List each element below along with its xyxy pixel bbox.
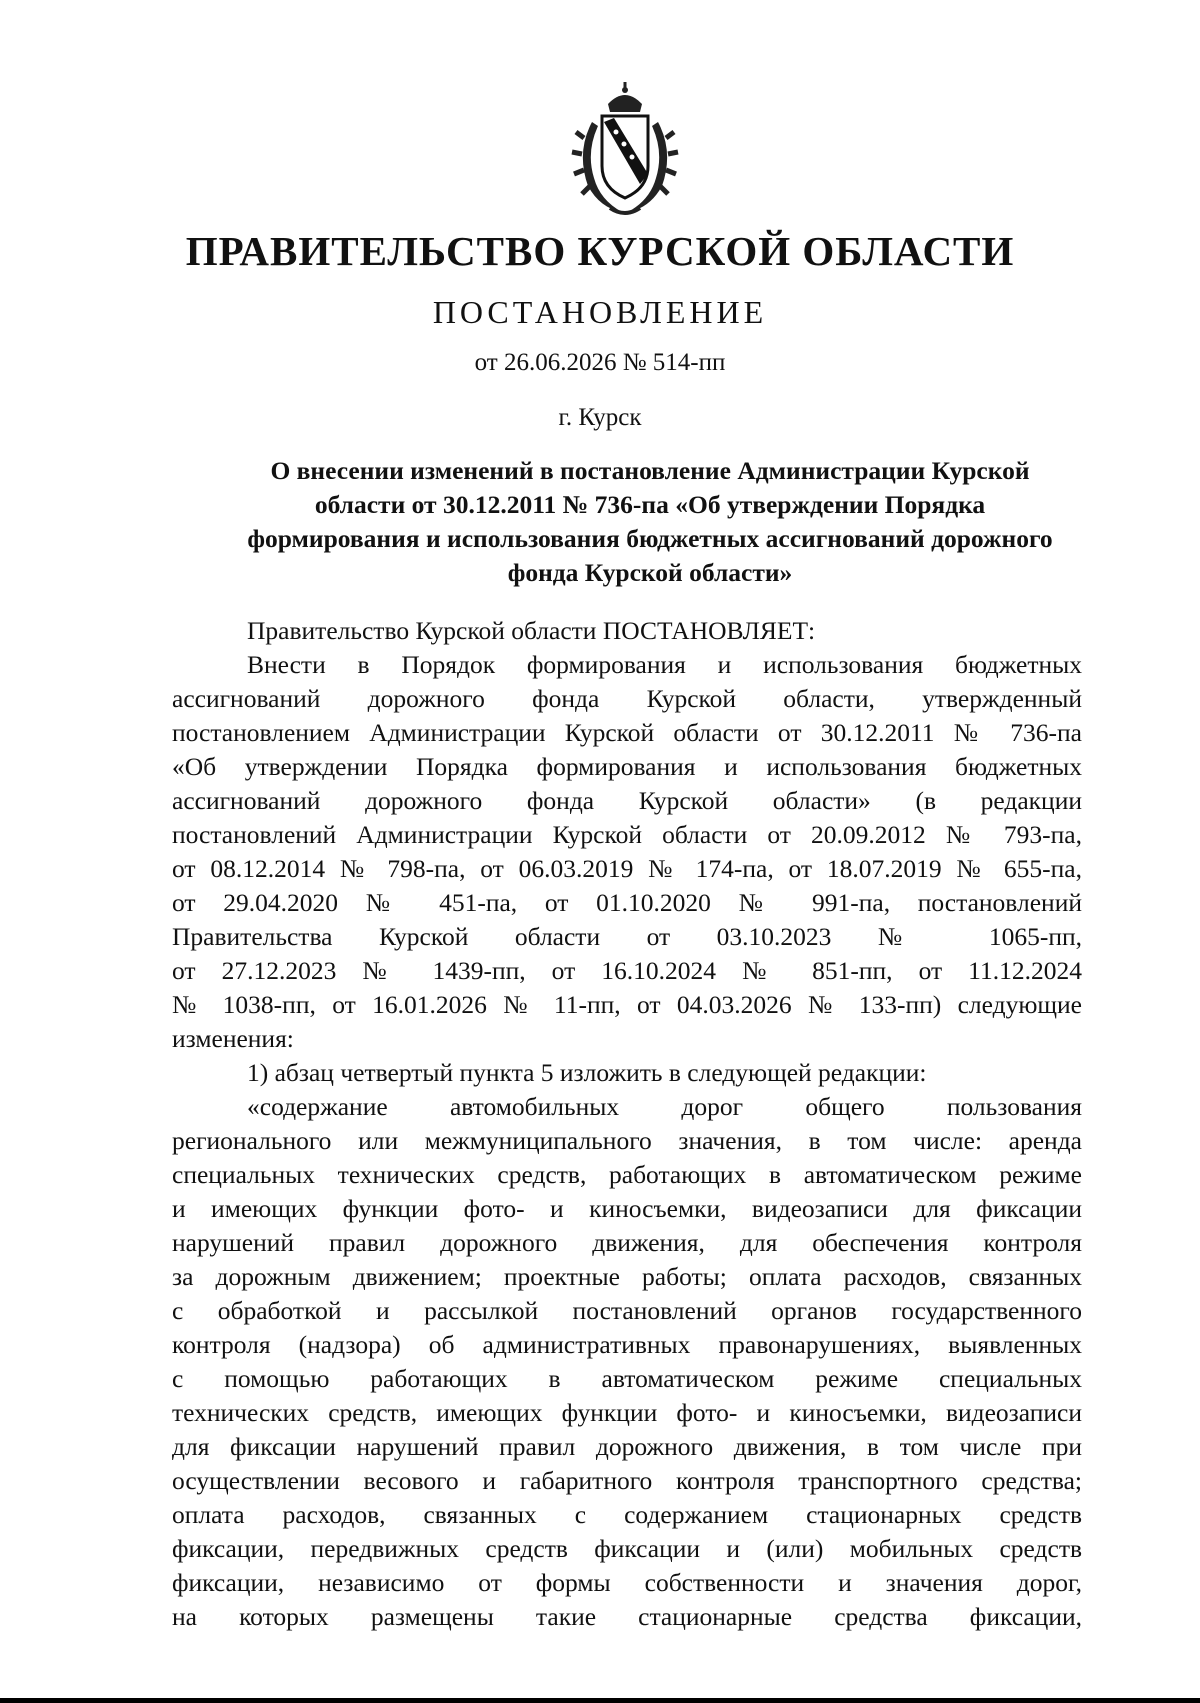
subject-line: формирования и использования бюджетных ассигнований дорожного <box>247 524 1053 553</box>
quote-line: и имеющих функции фото- и киносъемки, видеозаписи для фиксации <box>172 1194 1082 1223</box>
issue-city: г. Курск <box>558 404 642 431</box>
quote-line: на которых размещены такие стационарные средства фиксации, <box>172 1602 1082 1631</box>
body-line: от 29.04.2020 № 451-па, от 01.10.2020 № 991-па, постановлений <box>172 888 1082 917</box>
body-line: от 08.12.2014 № 798-па, от 06.03.2019 № 174-па, от 18.07.2019 № 655-па, <box>172 854 1082 883</box>
body-line: ассигнований дорожного фонда Курской области» (в редакции <box>172 786 1082 815</box>
body-line: постановлением Администрации Курской области от 30.12.2011 № 736-па <box>172 718 1082 747</box>
body-line: Правительства Курской области от 03.10.2023 № 1065-пп, <box>172 922 1082 951</box>
body-line: постановлений Администрации Курской области от 20.09.2012 № 793-па, <box>172 820 1082 849</box>
quote-line: за дорожным движением; проектные работы; оплата расходов, связанных <box>172 1262 1082 1291</box>
quote-line: оплата расходов, связанных с содержанием стационарных средств <box>172 1500 1082 1529</box>
quote-line: фиксации, независимо от формы собственности и значения дорог, <box>172 1568 1082 1597</box>
document-number: от 26.06.2026 № 514-пп <box>474 349 726 376</box>
quote-line: контроля (надзора) об административных правонарушениях, выявленных <box>172 1330 1082 1359</box>
quote-line: для фиксации нарушений правил дорожного движения, в том числе при <box>172 1432 1082 1461</box>
preamble-line: Правительство Курской области ПОСТАНОВЛЯЕТ: <box>247 616 816 645</box>
quote-line: «содержание автомобильных дорог общего пользования <box>247 1092 1082 1121</box>
list-item-line: 1) абзац четвертый пункта 5 изложить в следующей редакции: <box>247 1058 927 1087</box>
quote-line: с помощью работающих в автоматическом режиме специальных <box>172 1364 1082 1393</box>
body-line: ассигнований дорожного фонда Курской области, утвержденный <box>172 684 1082 713</box>
government-title: ПРАВИТЕЛЬСТВО КУРСКОЙ ОБЛАСТИ <box>185 228 1015 274</box>
quote-line: регионального или межмуниципального значения, в том числе: аренда <box>172 1126 1082 1155</box>
quote-line: фиксации, передвижных средств фиксации и (или) мобильных средств <box>172 1534 1082 1563</box>
body-line: «Об утверждении Порядка формирования и использования бюджетных <box>172 752 1082 781</box>
document-type: ПОСТАНОВЛЕНИЕ <box>432 294 768 330</box>
body-line: от 27.12.2023 № 1439-пп, от 16.10.2024 № 851-пп, от 11.12.2024 <box>172 956 1082 985</box>
quote-line: технических средств, имеющих функции фото- и киносъемки, видеозаписи <box>172 1398 1082 1427</box>
coat-of-arms-icon <box>570 82 680 218</box>
body-line: Внести в Порядок формирования и использования бюджетных <box>247 650 1082 679</box>
subject-line: области от 30.12.2011 № 736-па «Об утверждении Порядка <box>314 490 986 519</box>
quote-line: специальных технических средств, работающих в автоматическом режиме <box>172 1160 1082 1189</box>
quote-line: осуществлении весового и габаритного контроля транспортного средства; <box>172 1466 1082 1495</box>
page-bottom-border <box>0 1698 1200 1703</box>
body-line: изменения: <box>172 1024 294 1053</box>
subject-line: О внесении изменений в постановление Администрации Курской <box>270 456 1030 485</box>
body-line: № 1038-пп, от 16.01.2026 № 11-пп, от 04.03.2026 № 133-пп) следующие <box>172 990 1082 1019</box>
quote-line: с обработкой и рассылкой постановлений органов государственного <box>172 1296 1082 1325</box>
subject-line: фонда Курской области» <box>507 558 793 587</box>
quote-line: нарушений правил дорожного движения, для обеспечения контроля <box>172 1228 1082 1257</box>
